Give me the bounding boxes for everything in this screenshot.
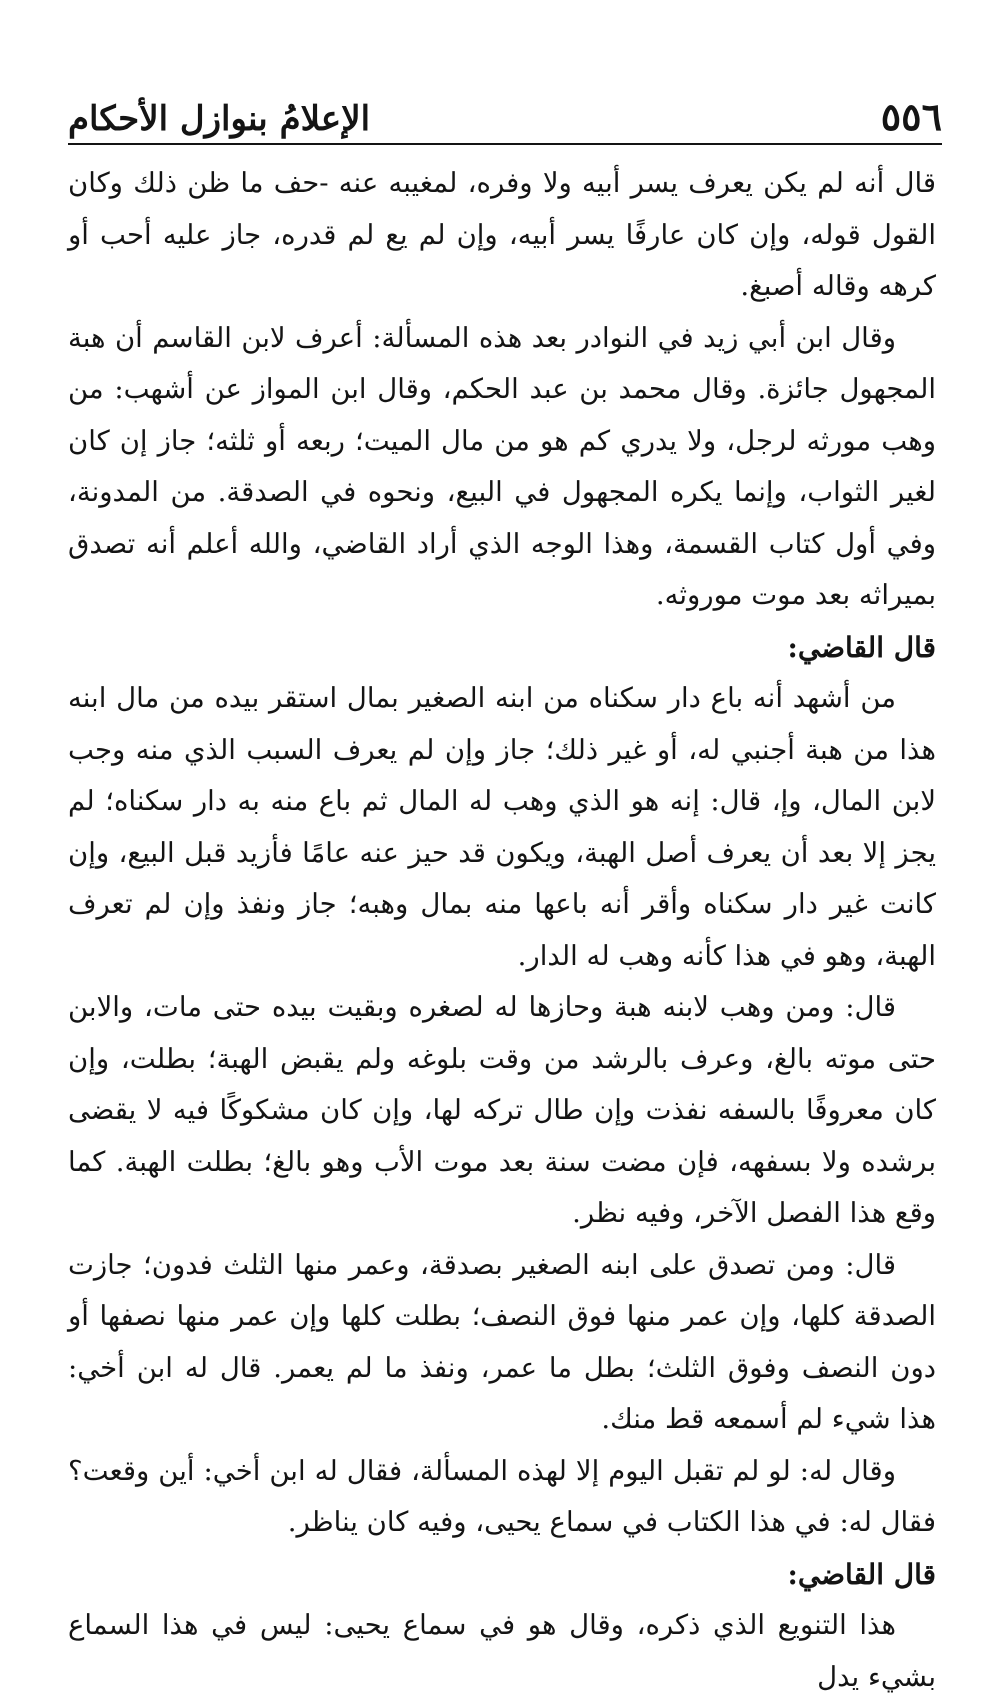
page-body xyxy=(68,158,936,1703)
page-header xyxy=(68,80,942,139)
paragraph-5: قال: ومن تصدق على ابنه الصغير بصدقة، وعمر منها الثلث فدون؛ جازت الصدقة كلها، وإن عمر منها فوق النصف؛ بطلت كلها وإن عمر منها نصفها أو دون النصف وفوق الثلث؛ بطل ما عمر، ونفذ ما لم يعمر. قال له ابن أخي: هذا شيء لم أسمعه قط منك. xyxy=(68,1248,936,1435)
page-number: ٥٥٦ xyxy=(880,94,942,139)
header-rule xyxy=(68,143,942,145)
paragraph-2: وقال ابن أبي زيد في النوادر بعد هذه المسألة: أعرف لابن القاسم أن هبة المجهول جائزة. وقال محمد بن عبد الحكم، وقال ابن المواز عن أشهب: من وهب مورثه لرجل، ولا يدري كم هو من مال الميت؛ ربعه أو ثلثه؛ جاز إن كان لغير الثواب، وإنما يكره المجهول في البيع، ونحوه في الصدقة. من المدونة، وفي أول كتاب القسمة، وهذا الوجه الذي أراد القاضي، والله أعلم أنه تصدق بميراثه بعد موت موروثه. xyxy=(68,321,936,611)
paragraph-7: هذا التنويع الذي ذكره، وقال هو في سماع يحيى: ليس في هذا السماع بشيء يدل xyxy=(68,1609,936,1693)
paragraph-3: من أشهد أنه باع دار سكناه من ابنه الصغير بمال استقر بيده من مال ابنه هذا من هبة أجنبي له، أو غير ذلك؛ جاز وإن لم يعرف السبب الذي منه وجب لابن المال، وإ، قال: إنه هو الذي وهب له المال ثم باع منه به دار سكناه؛ لم يجز إلا بعد أن يعرف أصل الهبة، ويكون قد حيز عنه عامًا فأزيد قبل البيع، وإن كانت غير دار سكناه وأقر أنه باعها منه بمال وهبه؛ جاز ونفذ وإن لم تعرف الهبة، وهو في هذا كأنه وهب له الدار. xyxy=(68,682,936,972)
section-heading-2: قال القاضي: xyxy=(787,1557,936,1591)
section-heading-1: قال القاضي: xyxy=(787,630,936,664)
paragraph-4: قال: ومن وهب لابنه هبة وحازها له لصغره وبقيت بيده حتى مات، والابن حتى موته بالغ، وعرف بالرشد من وقت بلوغه ولم يقبض الهبة؛ بطلت، وإن كان معروفًا بالسفه نفذت وإن طال تركه لها، وإن كان مشكوكًا فيه لا يقضى برشده ولا بسفهه، فإن مضت سنة بعد موت الأب وهو بالغ؛ بطلت الهبة. كما وقع هذا الفصل الآخر، وفيه نظر. xyxy=(68,991,936,1229)
paragraph-1: قال أنه لم يكن يعرف يسر أبيه ولا وفره، لمغيبه عنه -حف ما ظن ذلك وكان القول قوله، وإن كان عارفًا يسر أبيه، وإن لم يع لم قدره، جاز عليه أحب أو كرهه وقاله أصبغ. xyxy=(68,167,936,302)
paragraph-6: وقال له: لو لم تقبل اليوم إلا لهذه المسألة، فقال له ابن أخي: أين وقعت؟ فقال له: في هذا الكتاب في سماع يحيى، وفيه كان يناظر. xyxy=(68,1454,936,1538)
running-title: الإعلامُ بنوازل الأحكام xyxy=(68,99,371,139)
